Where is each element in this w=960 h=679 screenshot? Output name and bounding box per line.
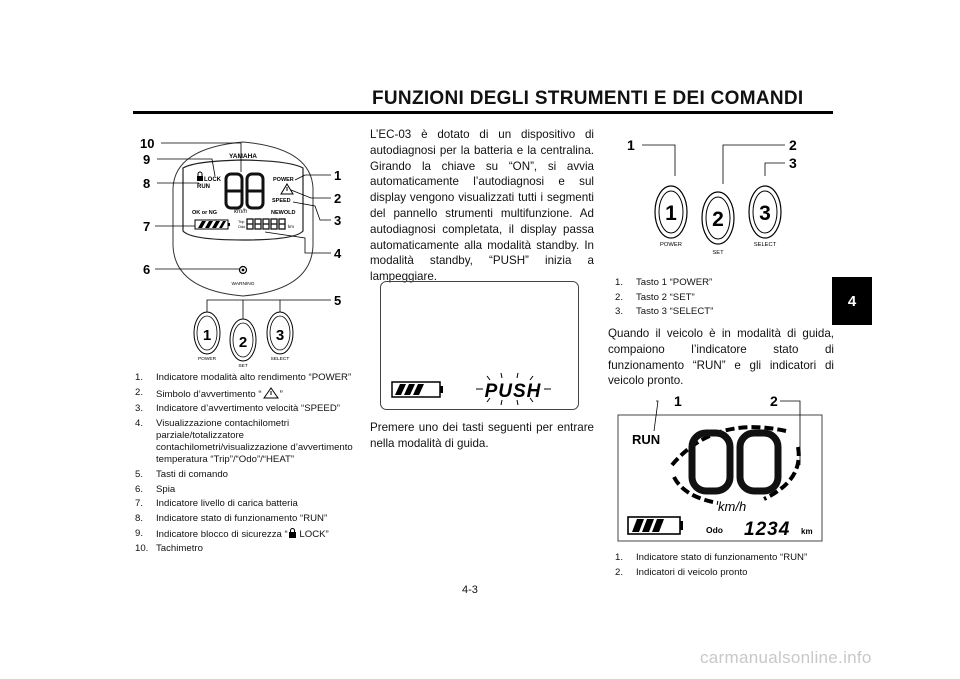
page-title: FUNZIONI DEGLI STRUMENTI E DEI COMANDI <box>372 88 804 109</box>
chapter-tab: 4 <box>832 277 872 325</box>
kmh-label: km/h <box>234 209 248 215</box>
odometer-digits <box>247 219 285 229</box>
callout-1: 1 <box>674 395 682 409</box>
lock-icon <box>288 528 297 538</box>
warning-label: WARNING <box>231 282 255 287</box>
legend-item: 8. Indicatore stato di funzionamento “RUN” <box>135 513 328 525</box>
legend-item: 4. Visualizzazione contachilometri parziale/totalizzatore contachilometri/visualizzazione d’avvertimento temperatura “Trip”/“Odo”/“HEAT” <box>135 418 353 466</box>
callout-2: 2 <box>770 395 778 409</box>
button-1-label: POWER <box>197 357 217 362</box>
button-3-number: 3 <box>275 327 285 344</box>
lock-label: LOCK <box>204 177 221 183</box>
callout-5: 5 <box>334 293 342 308</box>
battery-level-bar <box>628 517 683 534</box>
callout-4: 4 <box>334 246 342 261</box>
callout-2: 2 <box>334 191 342 206</box>
speed-digits <box>226 174 263 208</box>
legend-figure-4 <box>615 552 835 581</box>
control-buttons-figure <box>615 130 815 260</box>
paragraph-press-button: Premere uno dei tasti seguenti per entrare nella modalità di guida. <box>370 421 594 450</box>
lock-icon <box>197 172 203 181</box>
callout-1: 1 <box>334 168 342 183</box>
power-button-label: POWER <box>660 242 682 248</box>
paragraph-riding-mode: Quando il veicolo è in modalità di guida, compaiono l’indicatore stato di funzionamento “RUN” e gli indicatori di veicolo pronto. <box>608 327 834 388</box>
button-1-number: 1 <box>202 327 212 344</box>
legend-item: 2. Simbolo d’avvertimento “ ” <box>135 386 283 400</box>
callout-10: 10 <box>140 136 155 151</box>
select-button-label: SELECT <box>753 242 777 248</box>
push-text: PUSH <box>484 381 542 402</box>
legend-item: 7. Indicatore livello di carica batteria <box>135 498 298 510</box>
odo-label: Odo <box>238 225 246 229</box>
select-button-number: 3 <box>759 202 771 225</box>
button-3-label: SELECT <box>270 357 290 362</box>
power-label: POWER <box>273 177 294 183</box>
legend-item: 3. Indicatore d’avvertimento velocità “SPEED” <box>135 403 340 415</box>
set-button-label: SET <box>712 250 724 256</box>
instrument-panel-figure <box>135 128 350 368</box>
paragraph-self-diagnosis: L’EC-03 è dotato di un dispositivo di autodiagnosi per la batteria e la centralina. Girando la chiave su “ON”, si avvia automaticamente l’autodiagnosi e sul display vengono visualizzati tutti i segmenti del pannello strumenti multifunzione. Ad autodiagnosi completata, il display passa automaticamente alla modalità standby. In modalità standby, “PUSH” inizia a lampeggiare. <box>370 128 594 284</box>
watermark: carmanualsonline.info <box>700 648 872 667</box>
battery-level-bar <box>392 382 443 397</box>
set-button-number: 2 <box>712 208 724 231</box>
callout-6: 6 <box>143 262 151 277</box>
legend-item: 2. Tasto 2 “SET” <box>615 291 695 303</box>
legend-item: 6. Spia <box>135 483 176 495</box>
speed-label: SPEED <box>272 198 291 204</box>
odo-label: Odo <box>706 525 723 535</box>
legend-item: 10. Tachimetro <box>135 543 203 555</box>
run-display-figure <box>614 395 826 547</box>
okng-label: OK or NG <box>192 210 218 216</box>
brand-logo: YAMAHA <box>229 153 257 160</box>
button-2-number: 2 <box>238 334 248 351</box>
callout-3: 3 <box>789 155 797 171</box>
callout-9: 9 <box>143 152 151 167</box>
button-2-label: SET <box>238 364 248 368</box>
callout-7: 7 <box>143 219 151 234</box>
legend-item: 1. Indicatore stato di funzionamento “RUN” <box>615 552 808 563</box>
header-rule <box>133 111 833 114</box>
callout-3: 3 <box>334 213 342 228</box>
page-number: 4-3 <box>462 584 478 596</box>
panel-housing <box>173 142 313 296</box>
leader-lines <box>642 145 785 184</box>
warning-triangle-icon <box>281 184 293 194</box>
speed-digits <box>692 433 778 491</box>
km-label: km <box>801 527 813 536</box>
callout-1: 1 <box>627 137 635 153</box>
legend-figure-3 <box>615 277 835 321</box>
km-label: km <box>288 224 294 229</box>
legend-item: 1. Indicatore modalità alto rendimento “POWER” <box>135 372 352 383</box>
kmh-label: km/h <box>718 499 747 514</box>
warning-triangle-icon <box>262 387 280 399</box>
legend-item: 1. Tasto 1 “POWER” <box>615 277 713 288</box>
legend-item: 2. Indicatori di veicolo pronto <box>615 566 748 578</box>
leader-lines <box>155 143 331 319</box>
callout-2: 2 <box>789 137 797 153</box>
callout-8: 8 <box>143 176 151 191</box>
legend-item: 3. Tasto 3 “SELECT” <box>615 306 714 318</box>
newold-label: NEWOLD <box>271 210 296 216</box>
legend-item: 5. Tasti di comando <box>135 469 228 481</box>
legend-figure-1 <box>135 372 353 558</box>
trip-label: Trip <box>238 220 245 224</box>
run-label: RUN <box>197 184 210 190</box>
odometer-value: 1234 <box>744 519 791 540</box>
power-button-number: 1 <box>665 202 677 225</box>
standby-push-figure <box>380 281 580 411</box>
legend-item: 9. Indicatore blocco di sicurezza “ LOCK” <box>135 527 329 540</box>
battery-level-bar <box>195 220 230 229</box>
run-label: RUN <box>632 432 661 447</box>
